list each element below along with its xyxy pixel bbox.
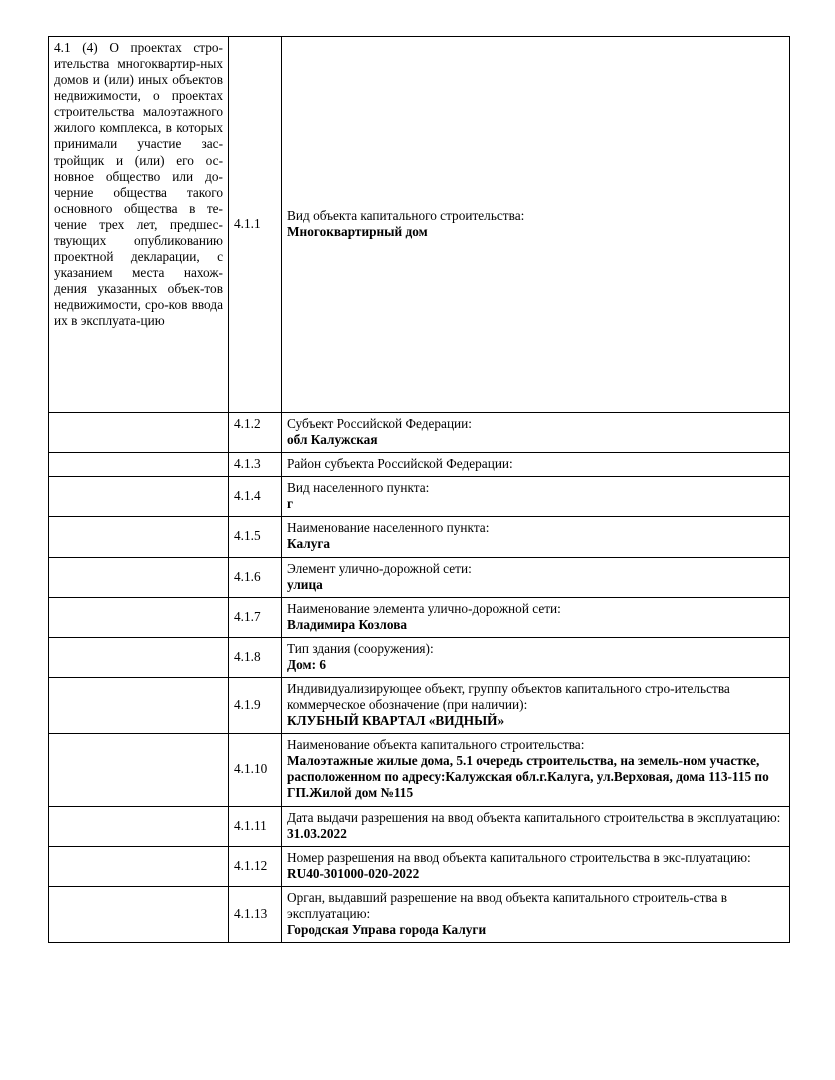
row-value: Дом: 6 — [287, 656, 327, 672]
table-row — [49, 846, 790, 886]
declaration-table — [48, 36, 790, 943]
table-row — [49, 413, 790, 453]
row-label: Элемент улично-дорожной сети: — [287, 560, 472, 576]
table-row — [49, 886, 790, 942]
table-row — [49, 806, 790, 846]
table-row — [49, 637, 790, 677]
row-code: 4.1.8 — [229, 637, 282, 677]
table-row — [49, 557, 790, 597]
row-content — [282, 734, 790, 806]
row-value: Малоэтажные жилые дома, 5.1 очередь строительства, на земель-ном участке, расположенном по адресу:Калужская обл.г.Калуга, ул.Верховая, дома 113-115 по ГП.Жилой дом №115 — [287, 753, 769, 801]
row-value: КЛУБНЫЙ КВАРТАЛ «ВИДНЫЙ» — [287, 713, 505, 729]
row-content — [282, 806, 790, 846]
table-row — [49, 597, 790, 637]
table-row — [49, 37, 790, 413]
row-code: 4.1.11 — [229, 806, 282, 846]
row-code: 4.1.13 — [229, 886, 282, 942]
row-content — [282, 637, 790, 677]
topic-cell-empty — [49, 886, 229, 942]
row-code: 4.1.6 — [229, 557, 282, 597]
row-label: Наименование населенного пункта: — [287, 520, 490, 536]
row-code: 4.1.5 — [229, 517, 282, 557]
row-value: г — [287, 496, 294, 512]
row-content — [282, 37, 790, 413]
table-body — [49, 37, 790, 943]
topic-cell-empty — [49, 557, 229, 597]
topic-cell-empty — [49, 597, 229, 637]
row-label: Тип здания (сооружения): — [287, 640, 434, 656]
row-code: 4.1.9 — [229, 678, 282, 734]
topic-cell-empty — [49, 413, 229, 453]
topic-cell-empty — [49, 734, 229, 806]
row-label: Район субъекта Российской Федерации: — [287, 456, 513, 472]
table-row — [49, 734, 790, 806]
row-label: Орган, выдавший разрешение на ввод объекта капитального строитель-ства в эксплуатацию: — [287, 889, 727, 921]
topic-cell-empty — [49, 846, 229, 886]
row-code: 4.1.7 — [229, 597, 282, 637]
row-value: Владимира Козлова — [287, 616, 408, 632]
row-content — [282, 678, 790, 734]
row-value: улица — [287, 576, 323, 592]
row-code: 4.1.12 — [229, 846, 282, 886]
row-code: 4.1.3 — [229, 453, 282, 477]
row-value: обл Калужская — [287, 432, 378, 448]
row-label: Субъект Российской Федерации: — [287, 416, 472, 431]
row-value: 31.03.2022 — [287, 825, 347, 841]
row-value: Городская Управа города Калуги — [287, 922, 487, 938]
row-value: RU40-301000-020-2022 — [287, 865, 420, 881]
row-value: Многоквартирный дом — [287, 224, 428, 239]
row-label: Номер разрешения на ввод объекта капитального строительства в экс-плуатацию: — [287, 849, 751, 865]
table-row — [49, 517, 790, 557]
row-label: Индивидуализирующее объект, группу объектов капитального стро-ительства коммерческое обозначение (при наличии): — [287, 681, 730, 713]
row-code: 4.1.4 — [229, 477, 282, 517]
row-content — [282, 413, 790, 453]
row-code: 4.1.2 — [229, 413, 282, 453]
row-content — [282, 886, 790, 942]
table-row — [49, 477, 790, 517]
topic-cell-empty — [49, 678, 229, 734]
row-content — [282, 557, 790, 597]
topic-cell-empty — [49, 806, 229, 846]
row-content — [282, 477, 790, 517]
row-content — [282, 597, 790, 637]
row-code: 4.1.1 — [229, 37, 282, 413]
topic-cell: 4.1 (4) О проектах стро-ительства многоквартир-ных домов и (или) иных объектов недвижимости, о проектах строительства малоэтажного жилого комплекса, в которых принимали участие зас-тройщик и (или) его ос-новное общество или до-черние общества такого основного общества в те-чение трех лет, предшес-твующих опубликованию проектной декларации, с указанием места нахож-дения указанных объек-тов недвижимости, сро-ков ввода их в эксплуата-цию — [49, 37, 229, 413]
row-label: Наименование объекта капитального строительства: — [287, 737, 585, 753]
row-label: Наименование элемента улично-дорожной сети: — [287, 600, 561, 616]
row-value: Калуга — [287, 536, 331, 552]
table-row — [49, 678, 790, 734]
row-label: Вид объекта капитального строительства: — [287, 207, 525, 223]
row-content — [282, 453, 790, 477]
topic-cell-empty — [49, 517, 229, 557]
row-label: Дата выдачи разрешения на ввод объекта капитального строительства в эксплуатацию: — [287, 809, 781, 825]
row-content — [282, 517, 790, 557]
row-content — [282, 846, 790, 886]
topic-cell-empty — [49, 637, 229, 677]
table-row — [49, 453, 790, 477]
row-label: Вид населенного пункта: — [287, 480, 430, 496]
row-code: 4.1.10 — [229, 734, 282, 806]
topic-cell-empty — [49, 477, 229, 517]
topic-cell-empty — [49, 453, 229, 477]
